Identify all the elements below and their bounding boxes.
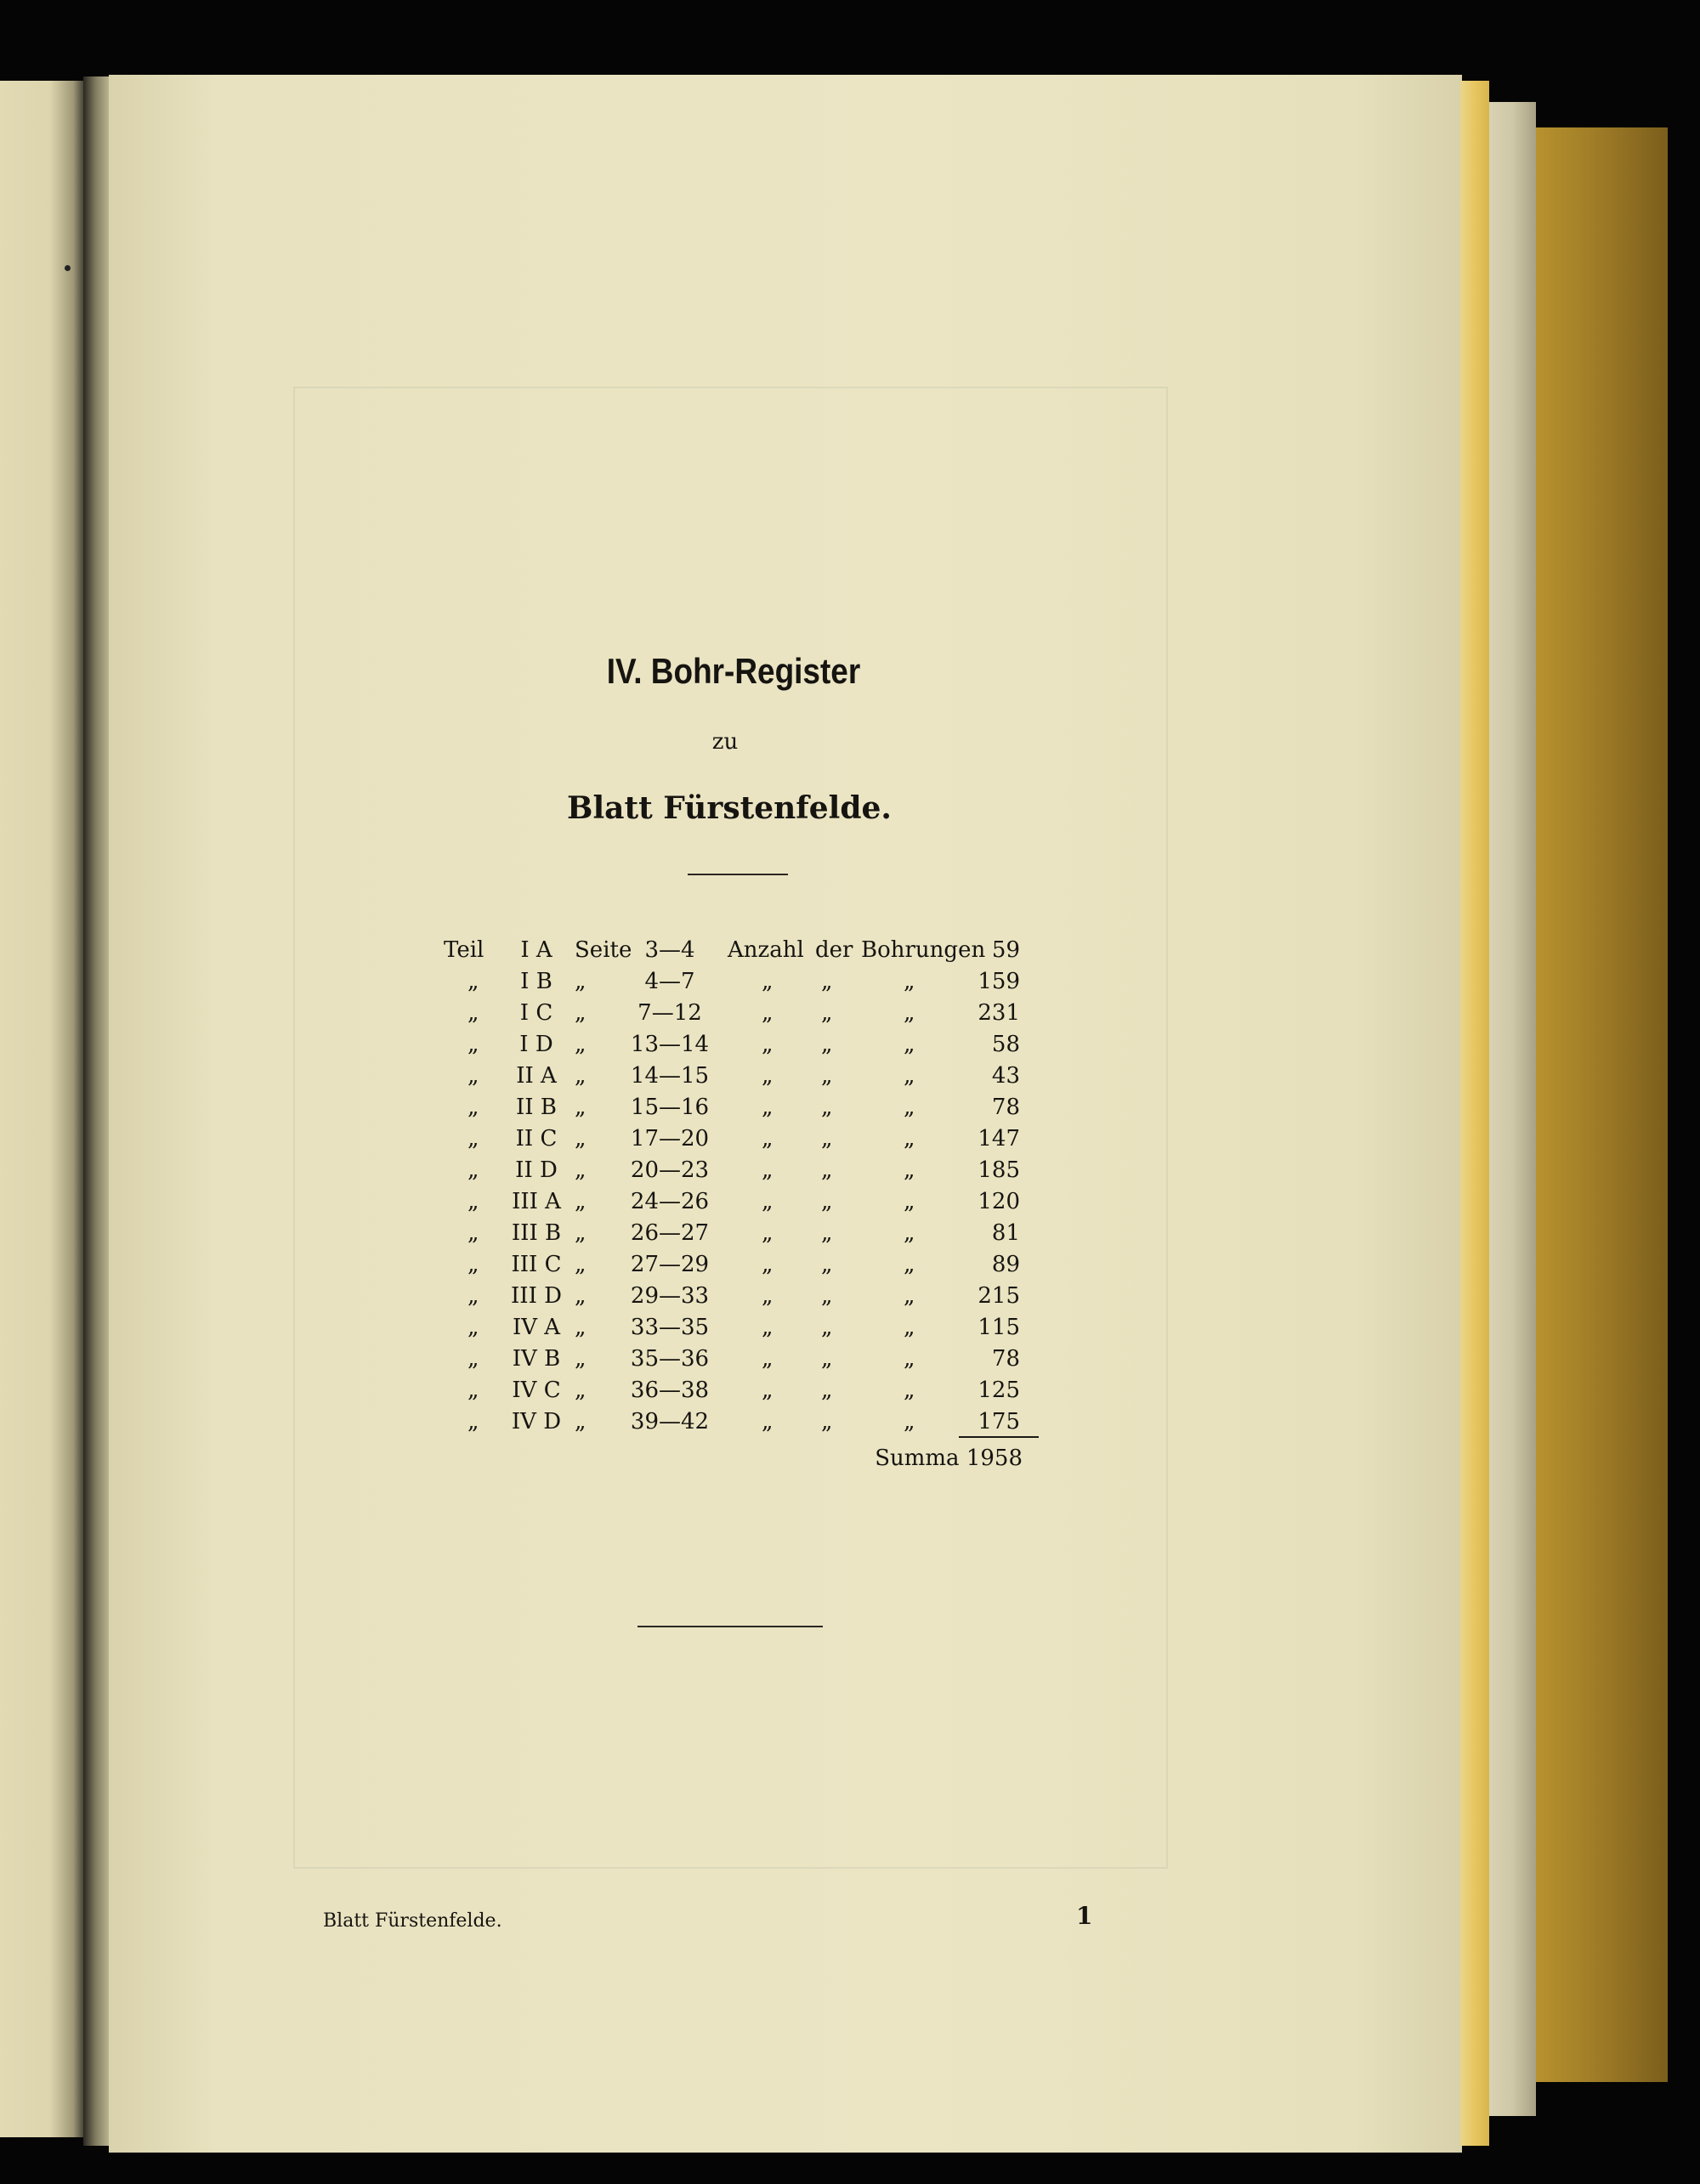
ditto-mark: „: [575, 1189, 586, 1214]
page-range: 27—29: [630, 1252, 710, 1277]
page-range: 39—42: [630, 1409, 710, 1434]
title-divider: [688, 874, 788, 875]
ditto-mark: „: [821, 1157, 833, 1183]
ditto-mark: „: [762, 1126, 774, 1151]
ditto-mark: „: [904, 1095, 915, 1120]
ditto-mark: „: [575, 1126, 586, 1151]
ditto-mark: „: [468, 1157, 479, 1183]
ditto-mark: „: [762, 969, 774, 994]
table-row: [109, 1249, 1462, 1281]
ditto-mark: „: [575, 1157, 586, 1183]
ditto-mark: „: [762, 1157, 774, 1183]
summa-row: [857, 1443, 1023, 1474]
page-edge: [1460, 81, 1489, 2146]
ditto-mark: „: [575, 1032, 586, 1057]
page-range: 15—16: [630, 1095, 710, 1120]
table-row: [109, 1186, 1462, 1218]
page-range: 3—4: [644, 937, 695, 963]
ditto-mark: „: [821, 1000, 833, 1026]
ditto-mark: „: [575, 1378, 586, 1403]
ditto-mark: „: [762, 1095, 774, 1120]
ditto-mark: „: [821, 1315, 833, 1340]
ditto-mark: „: [575, 1283, 586, 1309]
bohrungen-count: 89: [991, 1252, 1020, 1277]
ditto-mark: „: [762, 1189, 774, 1214]
ditto-mark: „: [904, 1063, 915, 1089]
ditto-mark: „: [762, 1409, 774, 1434]
page-range: 24—26: [630, 1189, 710, 1214]
table-row: [109, 1218, 1462, 1249]
der-label: der: [815, 937, 853, 963]
ditto-mark: „: [904, 1346, 915, 1372]
page-content: [109, 75, 1462, 2153]
ditto-mark: „: [821, 1032, 833, 1057]
bohrungen-count: 43: [991, 1063, 1020, 1089]
ditto-mark: „: [821, 1220, 833, 1246]
ditto-mark: „: [468, 1032, 479, 1057]
bohrungen-count: 120: [978, 1189, 1020, 1214]
seite-label: Seite: [575, 937, 632, 963]
part-label: III C: [511, 1252, 562, 1277]
footer-sheet-name: Blatt Fürstenfelde.: [323, 1910, 502, 1932]
ditto-mark: „: [468, 1126, 479, 1151]
bohrungen-count: 115: [978, 1315, 1020, 1340]
ditto-mark: „: [904, 1032, 915, 1057]
part-label: I D: [519, 1032, 553, 1057]
ditto-mark: „: [821, 1409, 833, 1434]
summa-value: 1958: [966, 1446, 1023, 1471]
ditto-mark: „: [762, 1346, 774, 1372]
ditto-mark: „: [904, 1157, 915, 1183]
ditto-mark: „: [904, 1283, 915, 1309]
ditto-mark: „: [821, 1346, 833, 1372]
part-label: I A: [520, 937, 552, 963]
ditto-mark: „: [821, 1189, 833, 1214]
ditto-mark: „: [821, 1283, 833, 1309]
ditto-mark: „: [904, 1409, 915, 1434]
ditto-mark: „: [575, 1095, 586, 1120]
part-label: III D: [511, 1283, 562, 1309]
ditto-mark: „: [468, 1252, 479, 1277]
page-range: 36—38: [630, 1378, 710, 1403]
bohrungen-count: 231: [978, 1000, 1020, 1026]
bohrungen-count: 175: [978, 1409, 1020, 1434]
table-row: [109, 1029, 1462, 1061]
table-row: [109, 1123, 1462, 1155]
part-label: II B: [516, 1095, 557, 1120]
ditto-mark: „: [468, 1346, 479, 1372]
part-label: II D: [515, 1157, 558, 1183]
page-range: 4—7: [644, 969, 695, 994]
ditto-mark: „: [468, 1283, 479, 1309]
part-label: IV B: [512, 1346, 561, 1372]
page-range: 35—36: [630, 1346, 710, 1372]
book-gutter: [83, 76, 110, 2146]
ditto-mark: „: [904, 969, 915, 994]
page-range: 13—14: [630, 1032, 710, 1057]
ditto-mark: „: [904, 1315, 915, 1340]
table-row: [109, 1061, 1462, 1092]
ditto-mark: „: [821, 1063, 833, 1089]
ditto-mark: „: [904, 1189, 915, 1214]
table-row: [109, 966, 1462, 998]
bohrungen-count: 147: [978, 1126, 1020, 1151]
summa-label: Summa: [875, 1446, 960, 1471]
ditto-mark: „: [762, 1252, 774, 1277]
page-range: 20—23: [630, 1157, 710, 1183]
ditto-mark: „: [904, 1000, 915, 1026]
part-label: I B: [520, 969, 552, 994]
page-range: 26—27: [630, 1220, 710, 1246]
sum-divider: [959, 1436, 1039, 1438]
bottom-divider: [638, 1626, 823, 1627]
subtitle-zu: zu: [711, 729, 739, 755]
ditto-mark: „: [904, 1252, 915, 1277]
part-label: II A: [516, 1063, 557, 1089]
ditto-mark: „: [468, 1000, 479, 1026]
bohrungen-count: 215: [978, 1283, 1020, 1309]
bohrungen-count: 78: [991, 1346, 1020, 1372]
part-label: III A: [512, 1189, 561, 1214]
ditto-mark: „: [821, 969, 833, 994]
bohrungen-count: 78: [991, 1095, 1020, 1120]
bohrungen-count: 159: [978, 969, 1020, 994]
book-block-edge: [1536, 127, 1668, 2082]
ditto-mark: „: [468, 1315, 479, 1340]
ditto-mark: „: [468, 969, 479, 994]
bohrungen-count: 81: [991, 1220, 1020, 1246]
page-range: 14—15: [630, 1063, 710, 1089]
ditto-mark: „: [762, 1283, 774, 1309]
part-label: III B: [511, 1220, 562, 1246]
sheet-title: Blatt Fürstenfelde.: [567, 790, 892, 826]
ditto-mark: „: [762, 1063, 774, 1089]
ditto-mark: „: [468, 1189, 479, 1214]
table-row: [109, 998, 1462, 1029]
page-range: 7—12: [638, 1000, 702, 1026]
ditto-mark: „: [575, 1063, 586, 1089]
ditto-mark: „: [575, 1220, 586, 1246]
page-title: IV. Bohr-Register: [606, 651, 861, 691]
ditto-mark: „: [468, 1095, 479, 1120]
bohrungen-label: Bohrungen: [861, 937, 986, 963]
page-range: 33—35: [630, 1315, 710, 1340]
table-row: [109, 1281, 1462, 1312]
ditto-mark: „: [575, 1346, 586, 1372]
anzahl-label: Anzahl: [728, 937, 804, 963]
ditto-mark: „: [468, 1378, 479, 1403]
ditto-mark: „: [468, 1409, 479, 1434]
ditto-mark: „: [821, 1378, 833, 1403]
ditto-mark: „: [575, 1409, 586, 1434]
ditto-mark: „: [468, 1063, 479, 1089]
ditto-mark: „: [762, 1378, 774, 1403]
bohrungen-count: 59: [991, 937, 1020, 963]
left-page: [0, 81, 83, 2137]
ditto-mark: „: [821, 1095, 833, 1120]
table-row: [109, 1092, 1462, 1123]
ditto-mark: „: [904, 1220, 915, 1246]
ditto-mark: „: [904, 1378, 915, 1403]
part-label: II C: [515, 1126, 558, 1151]
ditto-mark: „: [575, 1000, 586, 1026]
ditto-mark: „: [821, 1252, 833, 1277]
part-label: IV D: [511, 1409, 562, 1434]
ditto-mark: „: [575, 1252, 586, 1277]
ditto-mark: „: [904, 1126, 915, 1151]
bohrungen-count: 185: [978, 1157, 1020, 1183]
table-row: [109, 1406, 1462, 1438]
ditto-mark: „: [575, 969, 586, 994]
page-range: 17—20: [630, 1126, 710, 1151]
table-row: [109, 1375, 1462, 1406]
ditto-mark: „: [762, 1000, 774, 1026]
part-label: IV C: [512, 1378, 561, 1403]
teil-label: Teil: [444, 937, 484, 963]
ditto-mark: „: [762, 1315, 774, 1340]
page-stack: [1489, 102, 1536, 2116]
ditto-mark: „: [575, 1315, 586, 1340]
ditto-mark: „: [821, 1126, 833, 1151]
table-row: [109, 1312, 1462, 1344]
part-label: I C: [519, 1000, 553, 1026]
bohrungen-count: 125: [978, 1378, 1020, 1403]
table-row: [109, 1344, 1462, 1375]
ditto-mark: „: [762, 1220, 774, 1246]
ink-spot: [65, 265, 71, 271]
page-range: 29—33: [630, 1283, 710, 1309]
ditto-mark: „: [762, 1032, 774, 1057]
table-row: [109, 935, 1462, 966]
part-label: IV A: [512, 1315, 561, 1340]
ditto-mark: „: [468, 1220, 479, 1246]
page-number: 1: [1076, 1902, 1093, 1930]
table-row: [109, 1155, 1462, 1186]
bohrungen-count: 58: [991, 1032, 1020, 1057]
